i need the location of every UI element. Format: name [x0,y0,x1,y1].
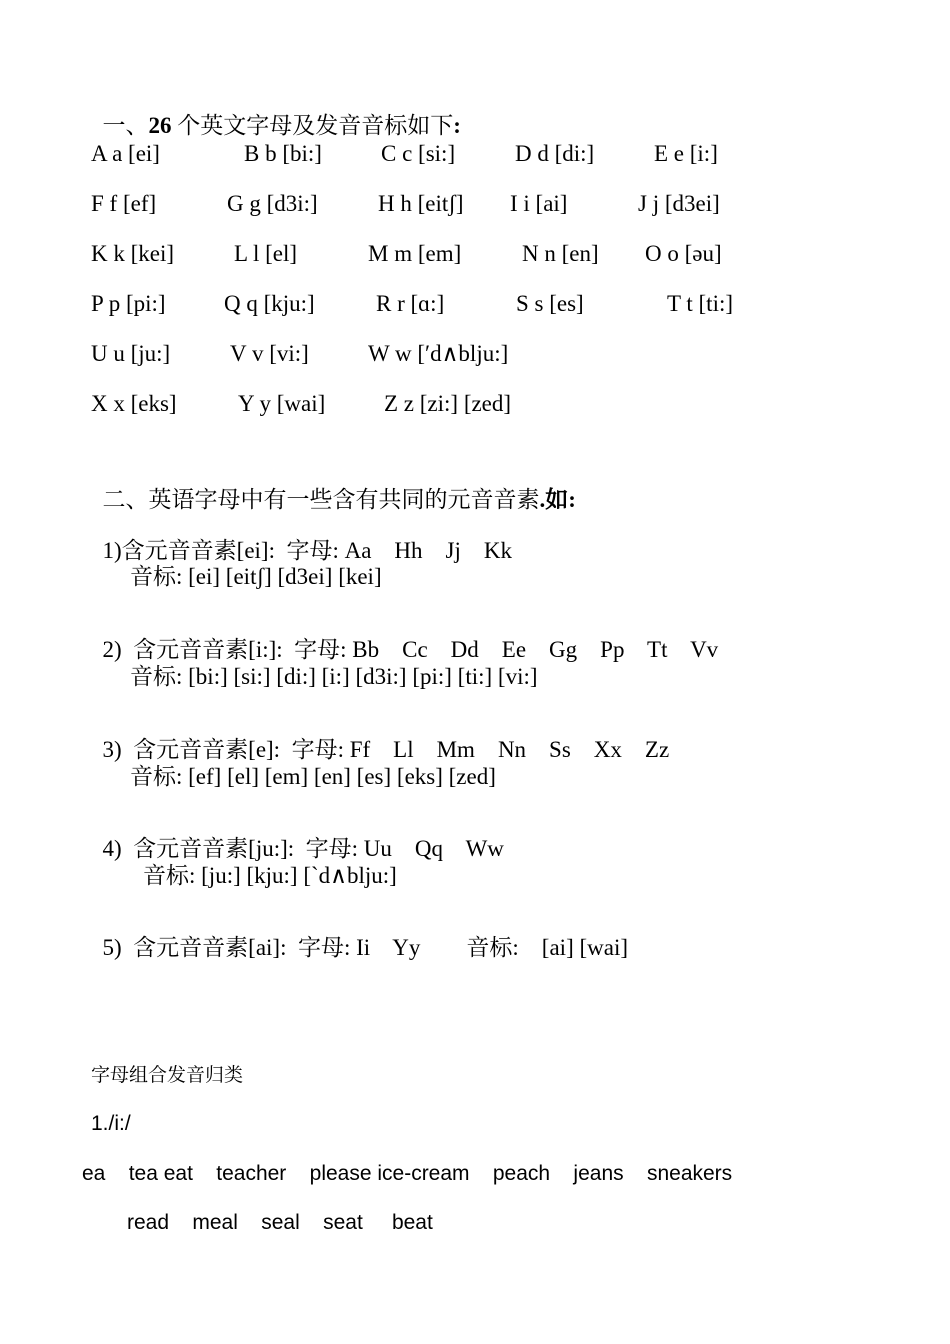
section1-number: 26 [148,113,172,138]
section3-word-line-2: read meal seal seat beat [127,1211,433,1234]
alphabet-cell: J j [d3ei] [638,191,720,216]
alphabet-cell: W w [′d∧blju:] [368,341,509,366]
section1-prefix: 一、 [102,113,149,138]
alphabet-cell: Y y [wai] [238,391,326,416]
alphabet-cell: X x [eks] [91,391,177,416]
group-label: 4) 含元音音素[ju:]: 字母: [102,836,364,861]
group-letters: Bb Cc Dd Ee Gg Pp Tt Vv [352,637,719,662]
section1-heading [91,91,461,137]
section3-title: 字母组合发音归类 [91,1065,244,1086]
group-2-phonetics: 音标: [bi:] [si:] [di:] [i:] [d3i:] [pi:] [ti:] [vi:] [130,664,538,689]
alphabet-cell: K k [kei] [91,241,175,266]
section2-title-end: .如: [539,487,576,512]
alphabet-cell: M m [em] [368,241,462,266]
section1-suffix: 个英文字母及发音音标如下 [171,113,454,138]
alphabet-cell: Z z [zi:] [zed] [384,391,512,416]
group-label: 5) 含元音音素[ai]: 字母: [102,935,357,960]
alphabet-cell: P p [pi:] [91,291,166,316]
alphabet-cell: T t [ti:] [667,291,734,316]
group-3-letters [91,715,669,761]
section1-colon: : [453,113,461,138]
group-letters: Uu Qq Ww [363,836,504,861]
alphabet-cell: O o [əu] [645,241,722,266]
group-4-letters [91,814,504,860]
alphabet-cell: L l [el] [234,241,298,266]
alphabet-cell: S s [es] [516,291,584,316]
alphabet-cell: B b [bi:] [244,141,322,166]
alphabet-cell: N n [en] [522,241,599,266]
group-letters: Ff Ll Mm Nn Ss Xx Zz [349,737,670,762]
group-1-phonetics: 音标: [ei] [eitʃ] [d3ei] [kei] [130,564,382,589]
section3-word-line-1: ea tea eat teacher please ice-cream peach jeans sneakers [82,1162,733,1185]
group-3-phonetics: 音标: [ef] [el] [em] [en] [es] [eks] [zed] [130,764,496,789]
group-label: 2) 含元音音素[i:]: 字母: [102,637,353,662]
group-2-letters [91,615,718,661]
alphabet-cell: C c [si:] [381,141,456,166]
section3-item1-label: 1./i:/ [91,1112,131,1135]
alphabet-cell: H h [eitʃ] [378,191,464,216]
group-letters: Aa Hh Jj Kk [344,538,512,563]
group-1-letters [91,516,512,562]
alphabet-cell: R r [ɑ:] [376,291,445,316]
group-label: 1)含元音音素[ei]: 字母: [102,538,345,563]
alphabet-cell: U u [ju:] [91,341,171,366]
alphabet-cell: A a [ei] [91,141,160,166]
alphabet-cell: V v [vi:] [230,341,309,366]
section2-heading [91,465,576,511]
group-5-letters [91,913,628,959]
alphabet-cell: Q q [kju:] [224,291,315,316]
alphabet-cell: F f [ef] [91,191,157,216]
group-label: 3) 含元音音素[e]: 字母: [102,737,350,762]
alphabet-cell: I i [ai] [510,191,568,216]
group-letters: Ii Yy 音标: [ai] [wai] [356,935,628,960]
section2-title: 二、英语字母中有一些含有共同的元音音素 [102,487,540,512]
alphabet-cell: E e [i:] [654,141,718,166]
group-4-phonetics: 音标: [ju:] [kju:] [`d∧blju:] [143,863,397,888]
alphabet-cell: G g [d3i:] [227,191,318,216]
alphabet-cell: D d [di:] [515,141,595,166]
